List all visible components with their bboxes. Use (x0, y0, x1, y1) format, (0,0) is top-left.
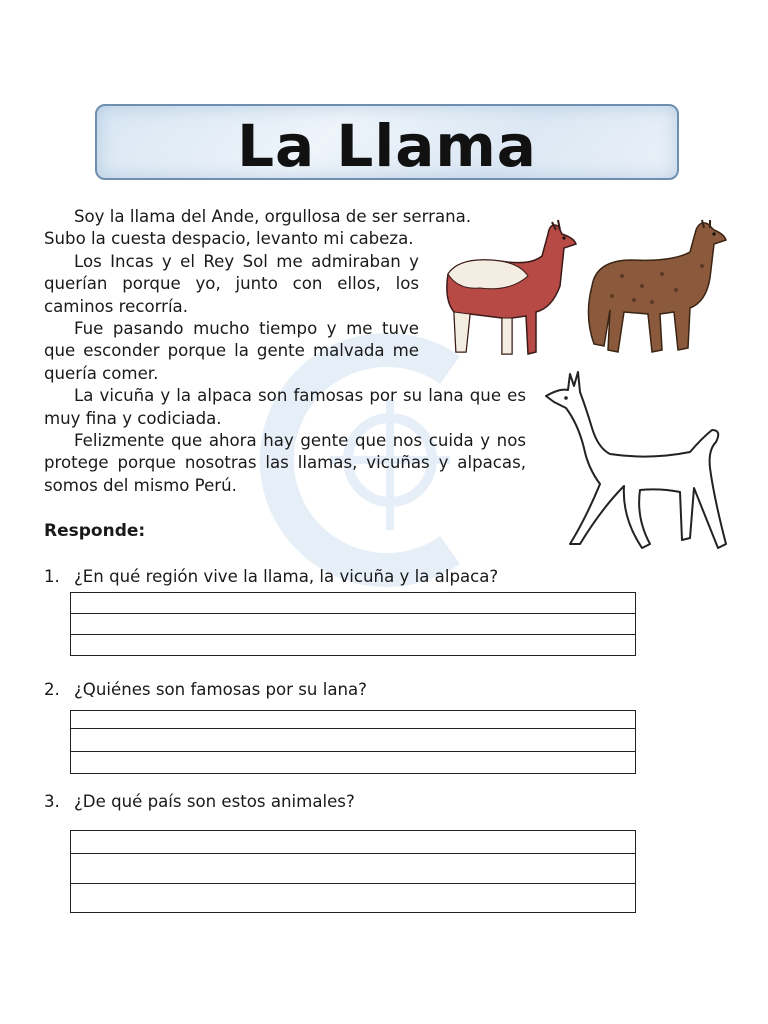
poem-paragraph: Felizmente que ahora hay gente que nos cuida y nos protege porque nosotras las llamas, vicuñas y alpacas, somos del mismo Perú. (44, 431, 526, 495)
poem-paragraph: La vicuña y la alpaca son famosas por su lana que es muy fina y codiciada. (44, 386, 526, 428)
poem-line: Subo la cuesta despacio, levanto mi cabeza. (44, 229, 414, 249)
answer-line[interactable] (71, 634, 635, 655)
llama-red-illustration (440, 216, 580, 361)
answer-line[interactable] (71, 613, 635, 634)
answer-box-2[interactable] (70, 710, 636, 774)
question-2 (44, 680, 367, 699)
answer-line[interactable] (71, 728, 635, 751)
question-number: 3. (44, 792, 60, 811)
question-text: ¿De qué país son estos animales? (74, 792, 355, 811)
question-text: ¿Quiénes son famosas por su lana? (74, 680, 367, 699)
question-number: 1. (44, 567, 60, 586)
question-number: 2. (44, 680, 60, 699)
poem-paragraph: Fue pasando mucho tiempo y me tuve que esconder porque la gente malvada me quería comer. (44, 319, 419, 383)
answer-line[interactable] (71, 853, 635, 883)
question-1 (44, 567, 498, 586)
question-3 (44, 792, 355, 811)
answer-box-1[interactable] (70, 592, 636, 656)
answer-line[interactable] (71, 711, 635, 728)
poem-paragraph: Los Incas y el Rey Sol me admiraban y querían porque yo, junto con ellos, los caminos recorría. (44, 251, 419, 316)
answer-line[interactable] (71, 593, 635, 613)
answer-line[interactable] (71, 751, 635, 774)
section-heading: Responde: (44, 521, 146, 541)
question-text: ¿En qué región vive la llama, la vicuña y la alpaca? (74, 567, 499, 586)
answer-line[interactable] (71, 831, 635, 853)
poem-line: Soy la llama del Ande, orgullosa de ser serrana. (74, 207, 472, 226)
llama-outline-drawing (540, 368, 730, 556)
alpaca-brown-illustration (582, 216, 728, 361)
answer-line[interactable] (71, 883, 635, 912)
page-title: La Llama (237, 112, 537, 180)
title-banner (95, 104, 679, 180)
answer-box-3[interactable] (70, 830, 636, 913)
